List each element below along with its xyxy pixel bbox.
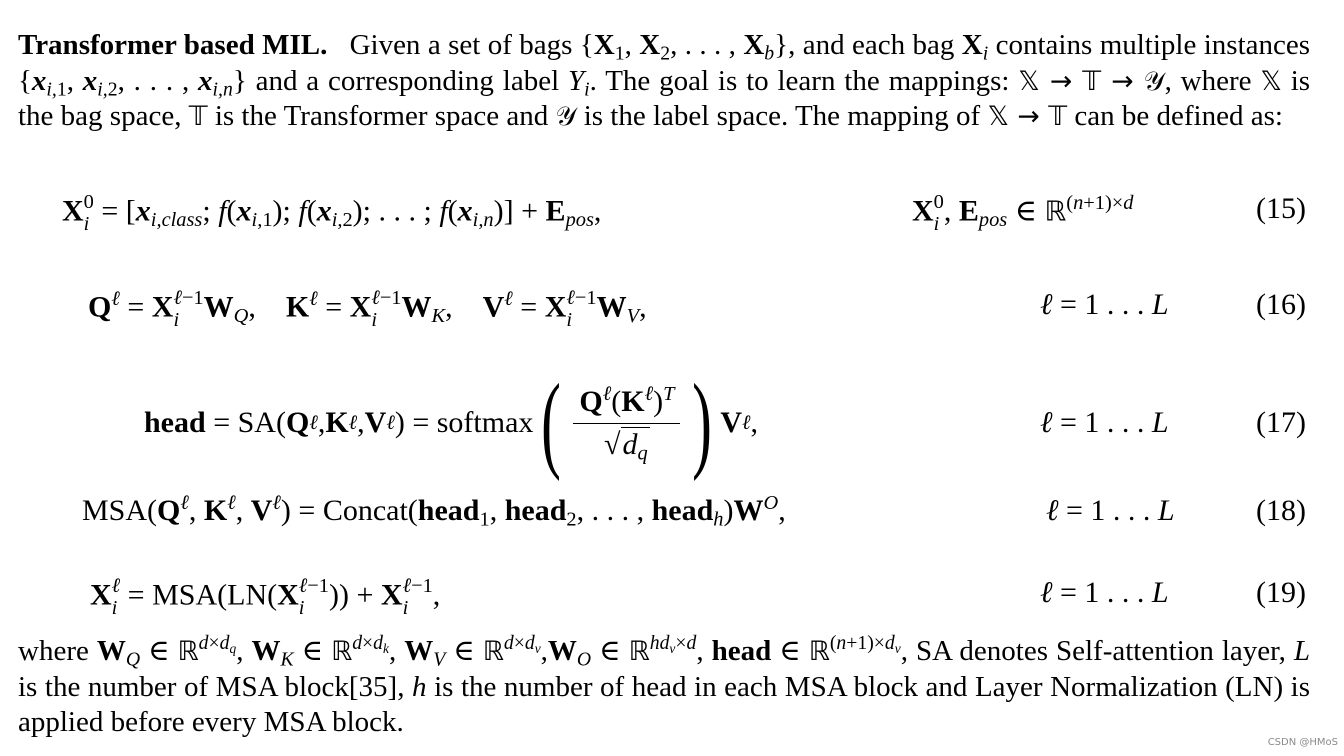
bags-set: {$X_1$, $X_2$, . . . , $X_b$} (579, 29, 789, 65)
label-symbol: $Y_i$ (568, 64, 590, 101)
intro-paragraph (18, 28, 1310, 135)
equation-body: $Q^\ell = X$ ℓ−1 i $W_Q$, $K^\ell = X$ ℓ−1 i $W_K$, $V^\ell = X$ ℓ−1 i $W_V$, (88, 287, 647, 332)
equation-condition: X 0 i , $E_{pos}$ ∈ ℝ$^{(n+1)\times d}$ (912, 191, 1134, 236)
intro-text: mappings: (888, 64, 1010, 97)
attention-fraction: $\frac{Q^\ell(K^\ell)^T}{√d_q}$ (573, 385, 680, 462)
wo-dim: $W_O$ ∈ ℝ$^{hd_v\times d}$ (547, 632, 697, 671)
intro-text: contains (995, 29, 1093, 61)
intro-text: is the bag space, (18, 64, 1311, 132)
intro-text: , and each bag (788, 29, 955, 61)
mapping-short: 𝕏 → 𝕋 (987, 101, 1068, 132)
intro-text: is the Transformer space and (214, 100, 549, 132)
equation-condition: ℓ = 1 . . . L (1040, 576, 1169, 609)
wk-dim: $W_K$ ∈ ℝ$^{d\times d_k}$ (251, 632, 389, 671)
intro-text: , where (1164, 64, 1252, 97)
intro-text: is the label (583, 100, 710, 132)
equation-condition: ℓ = 1 . . . L (1046, 494, 1175, 527)
equation-number: (15) (1256, 192, 1306, 225)
equation-condition: ℓ = 1 . . . L (1040, 406, 1169, 439)
transformer-space-symbol: 𝕋 (188, 101, 208, 132)
equation-body: X 0 i = [$x_{i,class}$; $f(x_{i,1})$; $f(x_{i,2})$; . . . ; $f(x_{i,n})] + E_{pos}$, (62, 191, 602, 236)
bag-space-symbol: 𝕏 (1260, 65, 1282, 97)
intro-text: Given a set of bags (349, 29, 573, 61)
label-space-symbol: 𝒴 (555, 101, 577, 132)
equation-body: X ℓ i = MSA(LN(X ℓ−1 i )) + X ℓ−1 i , (90, 575, 441, 620)
outro-text: denotes Self-attention layer, (959, 635, 1286, 667)
outro-text: where (18, 635, 89, 667)
equation-body: head = SA ( Q ℓ , K ℓ , V ℓ ) = softmax ( $\frac{Q^\ell(K^\ell)^T}{√d_q}$ ) V ℓ , (144, 363, 759, 482)
outro-text: MSA block and Layer Normalization (LN) is applied before every MSA block. (18, 670, 1311, 738)
intro-text: space. The mapping of (716, 100, 981, 132)
equation-number: (17) (1256, 406, 1306, 439)
h-symbol: h (412, 670, 427, 703)
outro-text: is the number of head in each (434, 670, 778, 703)
mapping-chain: 𝕏 → 𝕋 → 𝒴 (1018, 65, 1165, 97)
wv-dim: $W_V$ ∈ ℝ$^{d\times d_v}$ (404, 632, 541, 671)
equation-number: (19) (1256, 576, 1306, 609)
equation-number: (18) (1256, 494, 1306, 527)
equation-17 (0, 363, 1344, 482)
section-heading: Transformer based MIL. (18, 29, 328, 61)
equation-body: $MSA(Q^\ell$, $K^\ell$, $V^\ell$) = Concat(head$_1$, head$_2$, . . . , $head_h)W^O$, (82, 491, 786, 531)
outro-text: , SA (900, 635, 952, 667)
instances-set: {$x_{i,1}$, $x_{i,2}$, . . . , $x_{i,n}$} (18, 64, 247, 101)
equation-number: (16) (1256, 288, 1306, 321)
bag-symbol: $X_i$ (961, 29, 989, 65)
L-symbol: L (1293, 635, 1311, 667)
wq-dim: $W_Q$ ∈ ℝ$^{d\times d_q}$ (96, 632, 237, 671)
watermark: CSDN @HMoS (1267, 737, 1338, 748)
head-dim: head ∈ ℝ$^{(n+1)\times d_v}$ (711, 632, 901, 667)
intro-text: . The goal is to learn the (589, 64, 880, 97)
intro-text: and a corresponding label (255, 64, 560, 97)
intro-text: can be defined as: (1074, 100, 1283, 132)
equation-condition: ℓ = 1 . . . L (1040, 288, 1169, 321)
outro-text: is the number of MSA block[35], (18, 670, 405, 703)
intro-text: multiple instances (1099, 29, 1311, 61)
outro-paragraph: where $W_Q$ ∈ ℝ$^{d\times d_q}$, $W_K$ ∈ ℝ$^{d\times d_k}$, $W_V$ ∈ $ℝ^{d\times d_v},W_O$ ∈ ℝ$^{hd_v\times d}$, head ∈ ℝ$^{(n+1)\times d_v}$, SA denotes Self-attention layer, L is the number of MSA block[35], h is the number of head in each MSA block and Layer Normalization (LN) is applied before every MSA block. (18, 632, 1311, 738)
